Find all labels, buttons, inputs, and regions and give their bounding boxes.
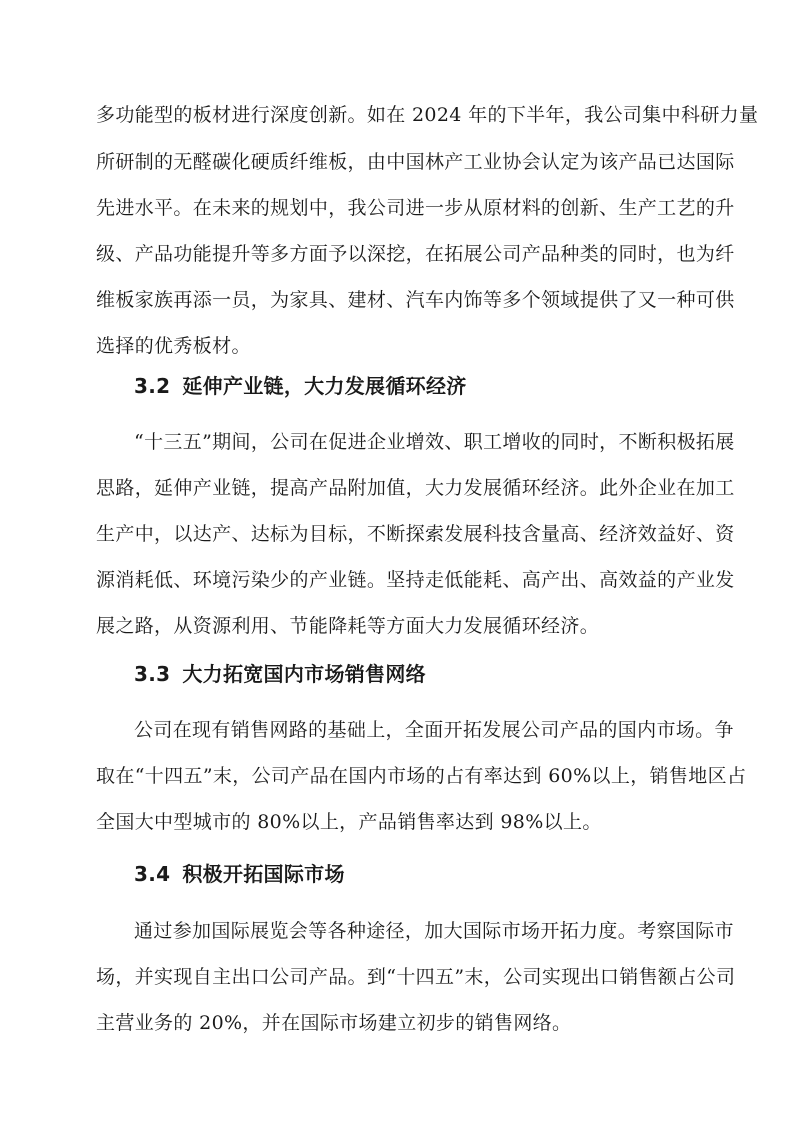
paragraph-line: 所研制的无醛碳化硬质纤维板，由中国林产工业协会认定为该产品已达国际: [96, 151, 735, 173]
section-title: 大力拓宽国内市场销售网络: [182, 662, 426, 686]
section-title: 积极开拓国际市场: [182, 862, 345, 886]
paragraph-line: 思路，延伸产业链，提高产品附加值，大力发展循环经济。此外企业在加工: [96, 477, 735, 499]
section-number: 3.2: [134, 374, 171, 398]
section-heading: [134, 659, 426, 689]
paragraph-line: 多功能型的板材进行深度创新。如在 2024 年的下半年，我公司集中科研力量: [96, 104, 759, 126]
section-title: 延伸产业链，大力发展循环经济: [182, 374, 467, 398]
paragraph-line: 源消耗低、环境污染少的产业链。坚持走低能耗、高产出、高效益的产业发: [96, 569, 735, 591]
paragraph-line: 全国大中型城市的 80%以上，产品销售率达到 98%以上。: [96, 811, 602, 833]
paragraph-line: 生产中，以达产、达标为目标，不断探索发展科技含量高、经济效益好、资: [96, 523, 735, 545]
section-number: 3.4: [134, 862, 171, 886]
paragraph-line: “十三五”期间，公司在促进企业增效、职工增收的同时，不断积极拓展: [134, 431, 735, 453]
paragraph-line: 通过参加国际展览会等各种途径，加大国际市场开拓力度。考察国际市: [134, 920, 734, 942]
section-number: 3.3: [134, 662, 171, 686]
paragraph-line: 主营业务的 20%，并在国际市场建立初步的销售网络。: [96, 1012, 572, 1034]
paragraph-line: 级、产品功能提升等多方面予以深挖，在拓展公司产品种类的同时，也为纤: [96, 243, 735, 265]
paragraph-line: 选择的优秀板材。: [96, 335, 251, 357]
paragraph-line: 先进水平。在未来的规划中，我公司进一步从原材料的创新、生产工艺的升: [96, 197, 735, 219]
paragraph-line: 场，并实现自主出口公司产品。到“十四五”末，公司实现出口销售额占公司: [96, 966, 736, 988]
paragraph-line: 展之路，从资源利用、节能降耗等方面大力发展循环经济。: [96, 615, 600, 637]
paragraph-line: 取在“十四五”末，公司产品在国内市场的占有率达到 60%以上，销售地区占: [96, 765, 747, 787]
section-heading: [134, 371, 467, 401]
paragraph-line: 维板家族再添一员，为家具、建材、汽车内饰等多个领域提供了又一种可供: [96, 289, 735, 311]
paragraph-line: 公司在现有销售网路的基础上，全面开拓发展公司产品的国内市场。争: [134, 719, 734, 741]
section-heading: [134, 859, 345, 889]
